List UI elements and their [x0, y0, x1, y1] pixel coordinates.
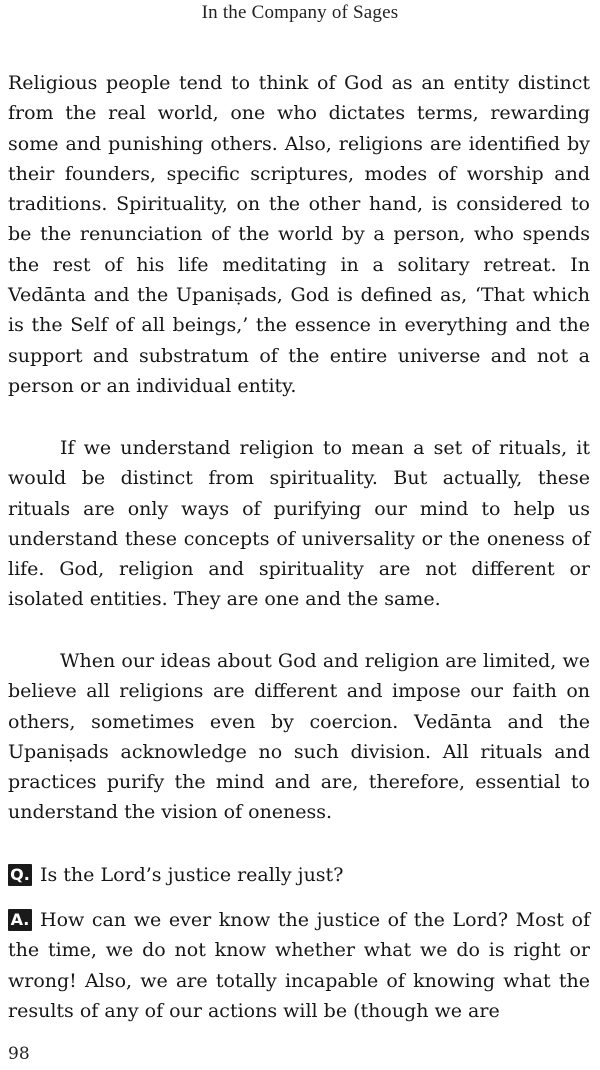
paragraph-2: [8, 433, 590, 615]
question-block: [8, 860, 590, 890]
answer-marker: A.: [8, 909, 32, 931]
paragraph-text: If we understand religion to mean a set of rituals, it would be distinct from spirituality. But actually, these rituals are only ways of purifying our mind to help us understand these concepts of universality or the oneness of life. God, religion and spirituality are not different or isolated entities. They are one and the same.: [8, 437, 590, 611]
running-head: In the Company of Sages: [201, 2, 399, 23]
answer-text: How can we ever know the justice of the Lord? Most of the time, we do not know whether what we do is right or wrong! Also, we are totally incapable of knowing what the results of any of our actions will be (though we are: [8, 909, 590, 1022]
question-text: Is the Lord’s justice really just?: [40, 864, 344, 886]
paragraph-text: When our ideas about God and religion are limited, we believe all religions are different and impose our faith on others, sometimes even by coercion. Vedānta and the Upaniṣads acknowledge no such division. All rituals and practices purify the mind and are, therefore, essential to understand the vision of oneness.: [8, 650, 590, 824]
paragraph-3: [8, 646, 590, 828]
paragraph-text: Religious people tend to think of God as an entity distinct from the real world, one who dictates terms, rewarding some and punishing others. Also, religions are identified by their founders, specific scriptures, modes of worship and traditions. Spirituality, on the other hand, is considered to be the renunciation of the world by a person, who spends the rest of his life meditating in a solitary retreat. In Vedānta and the Upaniṣads, God is defined as, ‘That which is the Self of all beings,’ the essence in everything and the support and substratum of the entire universe and not a person or an individual entity.: [8, 72, 590, 397]
question-line: [8, 860, 590, 890]
page-number: 98: [8, 1044, 30, 1064]
answer-block: [8, 905, 590, 1026]
paragraph-1: [8, 68, 590, 401]
answer-line: [8, 905, 590, 1026]
question-marker: Q.: [8, 864, 32, 886]
